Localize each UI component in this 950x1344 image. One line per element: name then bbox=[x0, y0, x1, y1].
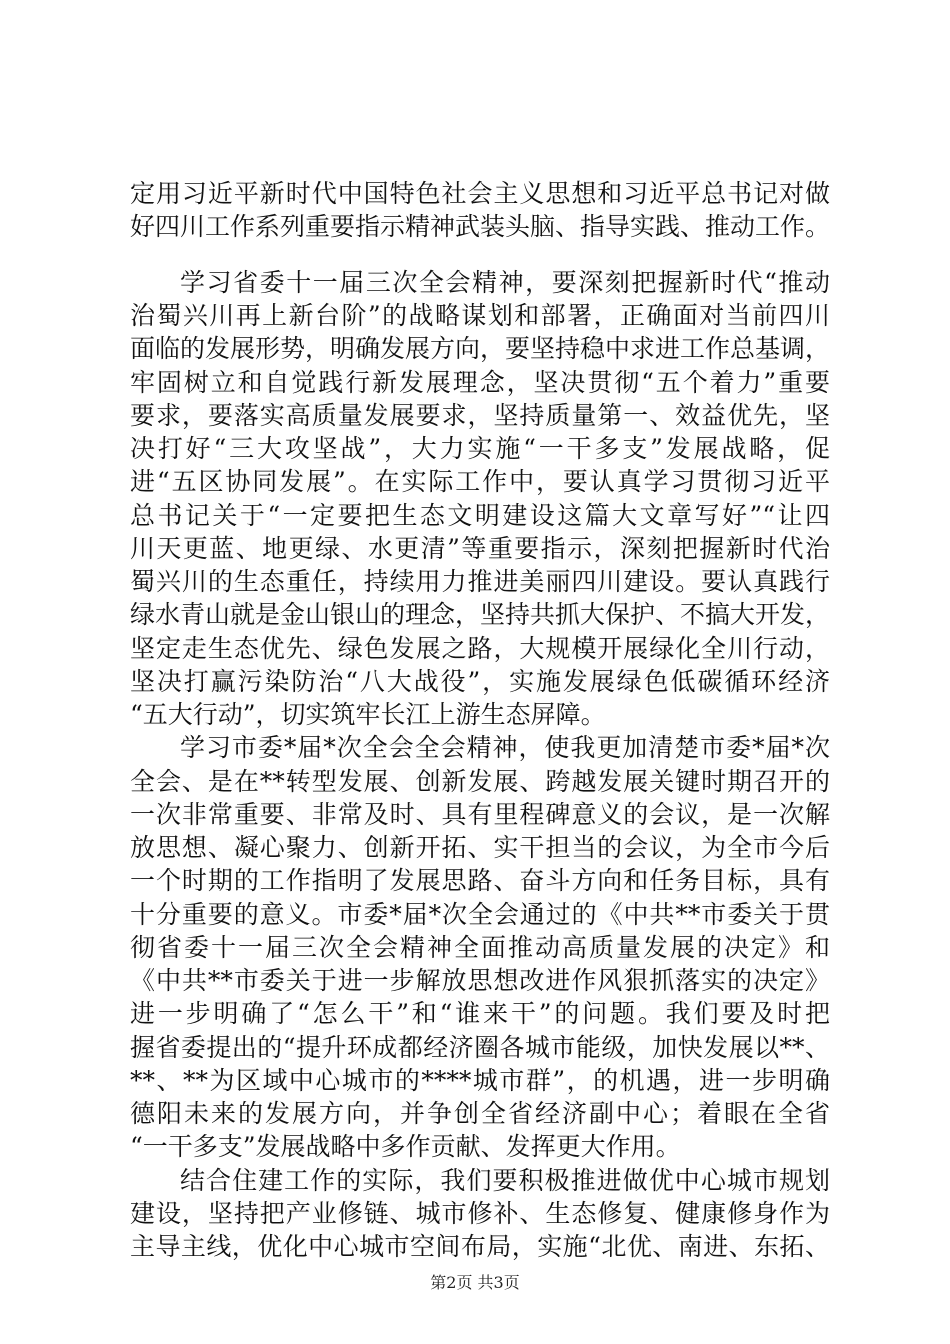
text-line: 一次非常重要、非常及时、具有里程碑意义的会议，是一次解 bbox=[130, 800, 830, 829]
text-line: 彻省委十一届三次全会精神全面推动高质量发展的决定》和 bbox=[130, 933, 830, 962]
text-line: 决打好“三大攻坚战”，大力实施“一干多支”发展战略，促 bbox=[130, 434, 830, 463]
page-footer: 第2页 共3页 bbox=[430, 1273, 520, 1292]
text-line: 学习省委十一届三次全会精神，要深刻把握新时代“推动 bbox=[180, 268, 830, 297]
text-line: 定用习近平新时代中国特色社会主义思想和习近平总书记对做 bbox=[130, 179, 830, 208]
text-line: **、**为区域中心城市的****城市群”，的机遇，进一步明确 bbox=[130, 1066, 830, 1095]
text-line: 面临的发展形势，明确发展方向，要坚持稳中求进工作总基调， bbox=[130, 334, 831, 363]
text-line: 进一步明确了“怎么干”和“谁来干”的问题。我们要及时把 bbox=[130, 999, 830, 1028]
text-line: 德阳未来的发展方向，并争创全省经济副中心；着眼在全省 bbox=[130, 1099, 830, 1128]
text-line: 要求，要落实高质量发展要求，坚持质量第一、效益优先，坚 bbox=[130, 401, 830, 430]
text-line: 放思想、凝心聚力、创新开拓、实干担当的会议，为全市今后 bbox=[130, 833, 830, 862]
text-line: 一个时期的工作指明了发展思路、奋斗方向和任务目标，具有 bbox=[130, 866, 830, 895]
text-line: 坚定走生态优先、绿色发展之路，大规模开展绿化全川行动， bbox=[130, 634, 830, 663]
text-line: 结合住建工作的实际，我们要积极推进做优中心城市规划 bbox=[180, 1166, 830, 1195]
text-line: 全会、是在**转型发展、创新发展、跨越发展关键时期召开的 bbox=[130, 767, 830, 796]
text-line: 进“五区协同发展”。在实际工作中，要认真学习贯彻习近平 bbox=[130, 467, 830, 496]
text-line: 好四川工作系列重要指示精神武装头脑、指导实践、推动工作。 bbox=[130, 212, 831, 241]
text-line: 《中共**市委关于进一步解放思想改进作风狠抓落实的决定》 bbox=[130, 966, 830, 995]
text-line: 治蜀兴川再上新台阶”的战略谋划和部署，正确面对当前四川 bbox=[130, 301, 830, 330]
text-line: 建设，坚持把产业修链、城市修补、生态修复、健康修身作为 bbox=[130, 1199, 830, 1228]
text-line: 坚决打赢污染防治“八大战役”，实施发展绿色低碳循环经济 bbox=[130, 667, 830, 696]
text-line: 十分重要的意义。市委*届*次全会通过的《中共**市委关于贯 bbox=[130, 900, 830, 929]
text-line: 总书记关于“一定要把生态文明建设这篇大文章写好”“让四 bbox=[130, 501, 830, 530]
text-line: 主导主线，优化中心城市空间布局，实施“北优、南进、东拓、 bbox=[130, 1232, 830, 1261]
text-line: “五大行动”，切实筑牢长江上游生态屏障。 bbox=[130, 700, 606, 729]
text-line: 绿水青山就是金山银山的理念，坚持共抓大保护、不搞大开发， bbox=[130, 600, 831, 629]
text-line: “一干多支”发展战略中多作贡献、发挥更大作用。 bbox=[130, 1132, 681, 1161]
text-line: 握省委提出的“提升环成都经济圈各城市能级，加快发展以**、 bbox=[130, 1033, 830, 1062]
text-line: 蜀兴川的生态重任，持续用力推进美丽四川建设。要认真践行 bbox=[130, 567, 830, 596]
text-line: 学习市委*届*次全会全会精神，使我更加清楚市委*届*次 bbox=[180, 733, 830, 762]
text-line: 牢固树立和自觉践行新发展理念，坚决贯彻“五个着力”重要 bbox=[130, 368, 830, 397]
text-line: 川天更蓝、地更绿、水更清”等重要指示，深刻把握新时代治 bbox=[130, 534, 830, 563]
